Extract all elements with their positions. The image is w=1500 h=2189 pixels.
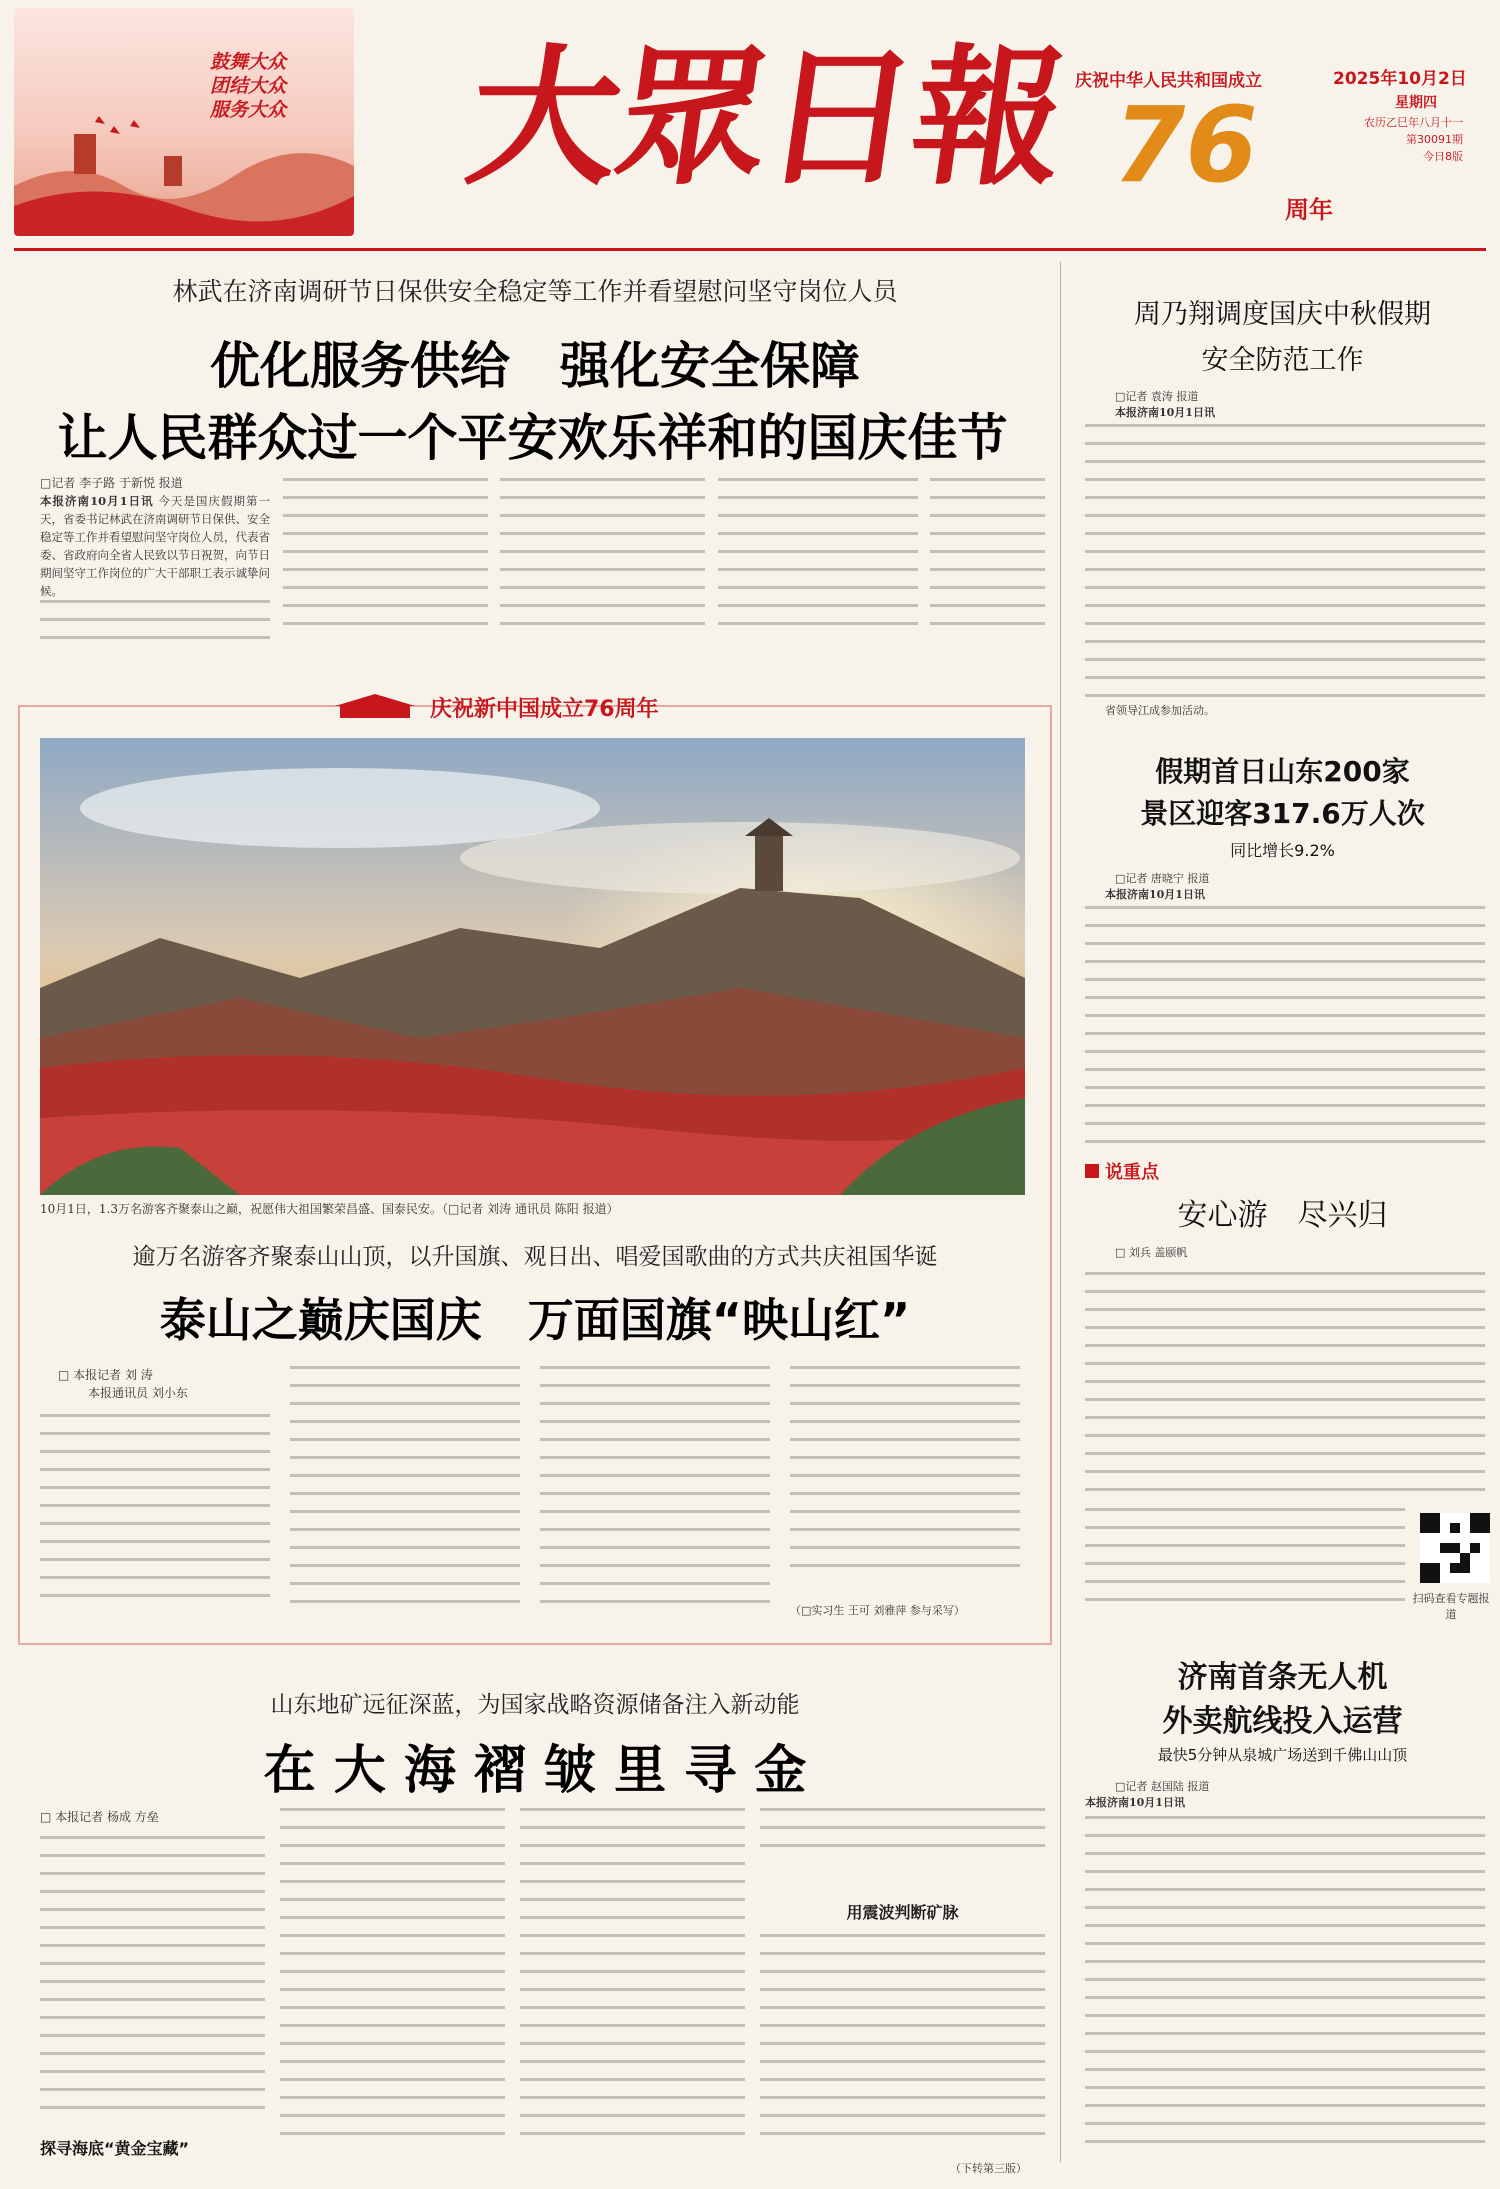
side1-closing: 省领导江成参加活动。	[1105, 704, 1215, 717]
issue-date: 2025年10月2日	[1333, 69, 1467, 89]
slogans	[210, 50, 286, 122]
side4-headline-1: 济南首条无人机	[1177, 1660, 1388, 1695]
masthead-rule	[14, 248, 1486, 251]
lead-byline: □记者 李子路 于新悦 报道	[40, 476, 183, 490]
feature-text-column-2	[290, 1366, 520, 1626]
side4-dateline: 本报济南10月1日讯	[1085, 1796, 1185, 1809]
side2-subhead: 同比增长9.2%	[1230, 841, 1335, 860]
masthead	[0, 0, 1500, 250]
side3-headline: 安心游 尽兴归	[1177, 1198, 1388, 1233]
side1-headline-1: 周乃翔调度国庆中秋假期	[1134, 299, 1431, 330]
lead-text-column-4	[718, 478, 918, 650]
side3-text-a	[1085, 1272, 1485, 1502]
side4-subhead: 最快5分钟从泉城广场送到千佛山山顶	[1157, 1746, 1408, 1764]
lead-intro	[40, 492, 270, 600]
side4-text	[1085, 1816, 1485, 2166]
tiananmen-icon	[330, 692, 420, 722]
newspaper-logo: 大眾日報	[457, 30, 1075, 206]
mining-text-column-3	[520, 1808, 745, 2168]
side3-column-tag	[1085, 1158, 1159, 1184]
side3-text-b	[1085, 1508, 1405, 1616]
mining-text-column-4b	[760, 1934, 1045, 2156]
slogan: 鼓舞大众	[210, 51, 287, 73]
feature-text-column-3	[540, 1366, 770, 1626]
side1-headline-2: 安全防范工作	[1201, 345, 1364, 376]
side2-byline: □记者 唐晓宁 报道	[1115, 872, 1210, 885]
anniversary-suffix: 周年	[1285, 196, 1333, 224]
anniversary-block	[1075, 30, 1485, 240]
feature-kicker: 逾万名游客齐聚泰山山顶，以升国旗、观日出、唱爱国歌曲的方式共庆祖国华诞	[132, 1244, 938, 1270]
side1-text	[1085, 424, 1485, 706]
side3-byline: □ 刘兵 盖颐帆	[1115, 1246, 1188, 1259]
column-divider	[1060, 262, 1061, 2162]
photo-caption: 10月1日，1.3万名游客齐聚泰山之巅，祝愿伟大祖国繁荣昌盛、国泰民安。（□记者 刘涛 通讯员 陈阳 报道）	[40, 1202, 619, 1216]
mining-text-column-2	[280, 1808, 505, 2168]
feature-text-column-1	[40, 1414, 270, 1626]
column-tag-text: 说重点	[1105, 1162, 1159, 1183]
mining-subhead-1: 用震波判断矿脉	[846, 1903, 959, 1922]
feature-headline: 泰山之巅庆国庆 万面国旗“映山红”	[159, 1293, 911, 1347]
mining-text-column-1	[40, 1836, 265, 2136]
slogan: 团结大众	[210, 75, 287, 97]
anniversary-number: 76	[1113, 84, 1258, 206]
qr-caption: 扫码查看专题报道	[1412, 1592, 1490, 1621]
great-wall-icon	[14, 116, 354, 236]
side2-dateline: 本报济南10月1日讯	[1105, 888, 1205, 901]
issue-weekday: 星期四	[1395, 95, 1437, 111]
great-wall-illustration	[14, 8, 354, 236]
lead-kicker: 林武在济南调研节日保供安全稳定等工作并看望慰问坚守岗位人员	[172, 277, 898, 306]
mining-headline: 在 大 海 褶 皱 里 寻 金	[263, 1740, 807, 1801]
mining-text-column-4a	[760, 1808, 1045, 1868]
banner-text: 庆祝新中国成立76周年	[430, 697, 659, 722]
lead-text-column-1	[40, 600, 270, 650]
mining-subhead-2: 探寻海底“黄金宝藏”	[40, 2139, 190, 2158]
lead-text-column-5	[930, 478, 1045, 650]
side2-headline-2: 景区迎客317.6万人次	[1140, 797, 1425, 830]
anniversary-line: 庆祝中华人民共和国成立	[1075, 71, 1262, 91]
dateline: 本报济南10月1日讯	[40, 494, 154, 508]
mining-kicker: 山东地矿远征深蓝，为国家战略资源储备注入新动能	[270, 1692, 800, 1718]
anniversary-banner	[330, 686, 750, 726]
side2-text	[1085, 906, 1485, 1156]
lead-headline-1: 优化服务供给 强化安全保障	[210, 337, 860, 395]
taishan-summit-photo	[40, 738, 1025, 1195]
feature-text-column-4	[790, 1366, 1020, 1596]
mountain-crowd-image	[40, 738, 1025, 1195]
side1-byline: □记者 袁涛 报道	[1115, 390, 1199, 403]
side4-headline-2: 外卖航线投入运营	[1162, 1704, 1403, 1739]
side4-byline: □记者 赵国陆 报道	[1115, 1780, 1210, 1793]
issue-info	[1335, 114, 1463, 165]
feature-credit: （□实习生 王可 刘雅萍 参与采写）	[790, 1604, 965, 1617]
mining-jump: （下转第三版）	[950, 2162, 1027, 2175]
tag-marker-icon	[1085, 1164, 1099, 1178]
side1-dateline: 本报济南10月1日讯	[1115, 406, 1215, 419]
lead-text: 今天是国庆假期第一天，省委书记林武在济南调研节日保供、安全稳定等工作并看望慰问坚守岗位人员，代表省委、省政府向全省人民致以节日祝贺，向节日期间坚守工作岗位的广大干部职工表示诚挚问候。	[40, 494, 271, 598]
lead-text-column-2	[283, 478, 488, 650]
slogan: 服务大众	[210, 99, 287, 121]
lead-headline-2: 让人民群众过一个平安欢乐祥和的国庆佳节	[57, 409, 1008, 467]
page-count: 今日8版	[1423, 150, 1463, 163]
qr-code[interactable]	[1420, 1513, 1490, 1583]
feature-byline-1: □ 本报记者 刘 涛	[58, 1368, 153, 1382]
issue-number: 第30091期	[1406, 133, 1463, 146]
lead-text-column-3	[500, 478, 705, 650]
qr-code-icon	[1420, 1513, 1490, 1583]
mining-byline: □ 本报记者 杨成 方垒	[40, 1810, 159, 1824]
side2-headline-1: 假期首日山东200家	[1155, 755, 1410, 788]
feature-byline-2: 本报通讯员 刘小东	[88, 1386, 188, 1400]
lunar-date: 农历乙巳年八月十一	[1364, 116, 1463, 129]
